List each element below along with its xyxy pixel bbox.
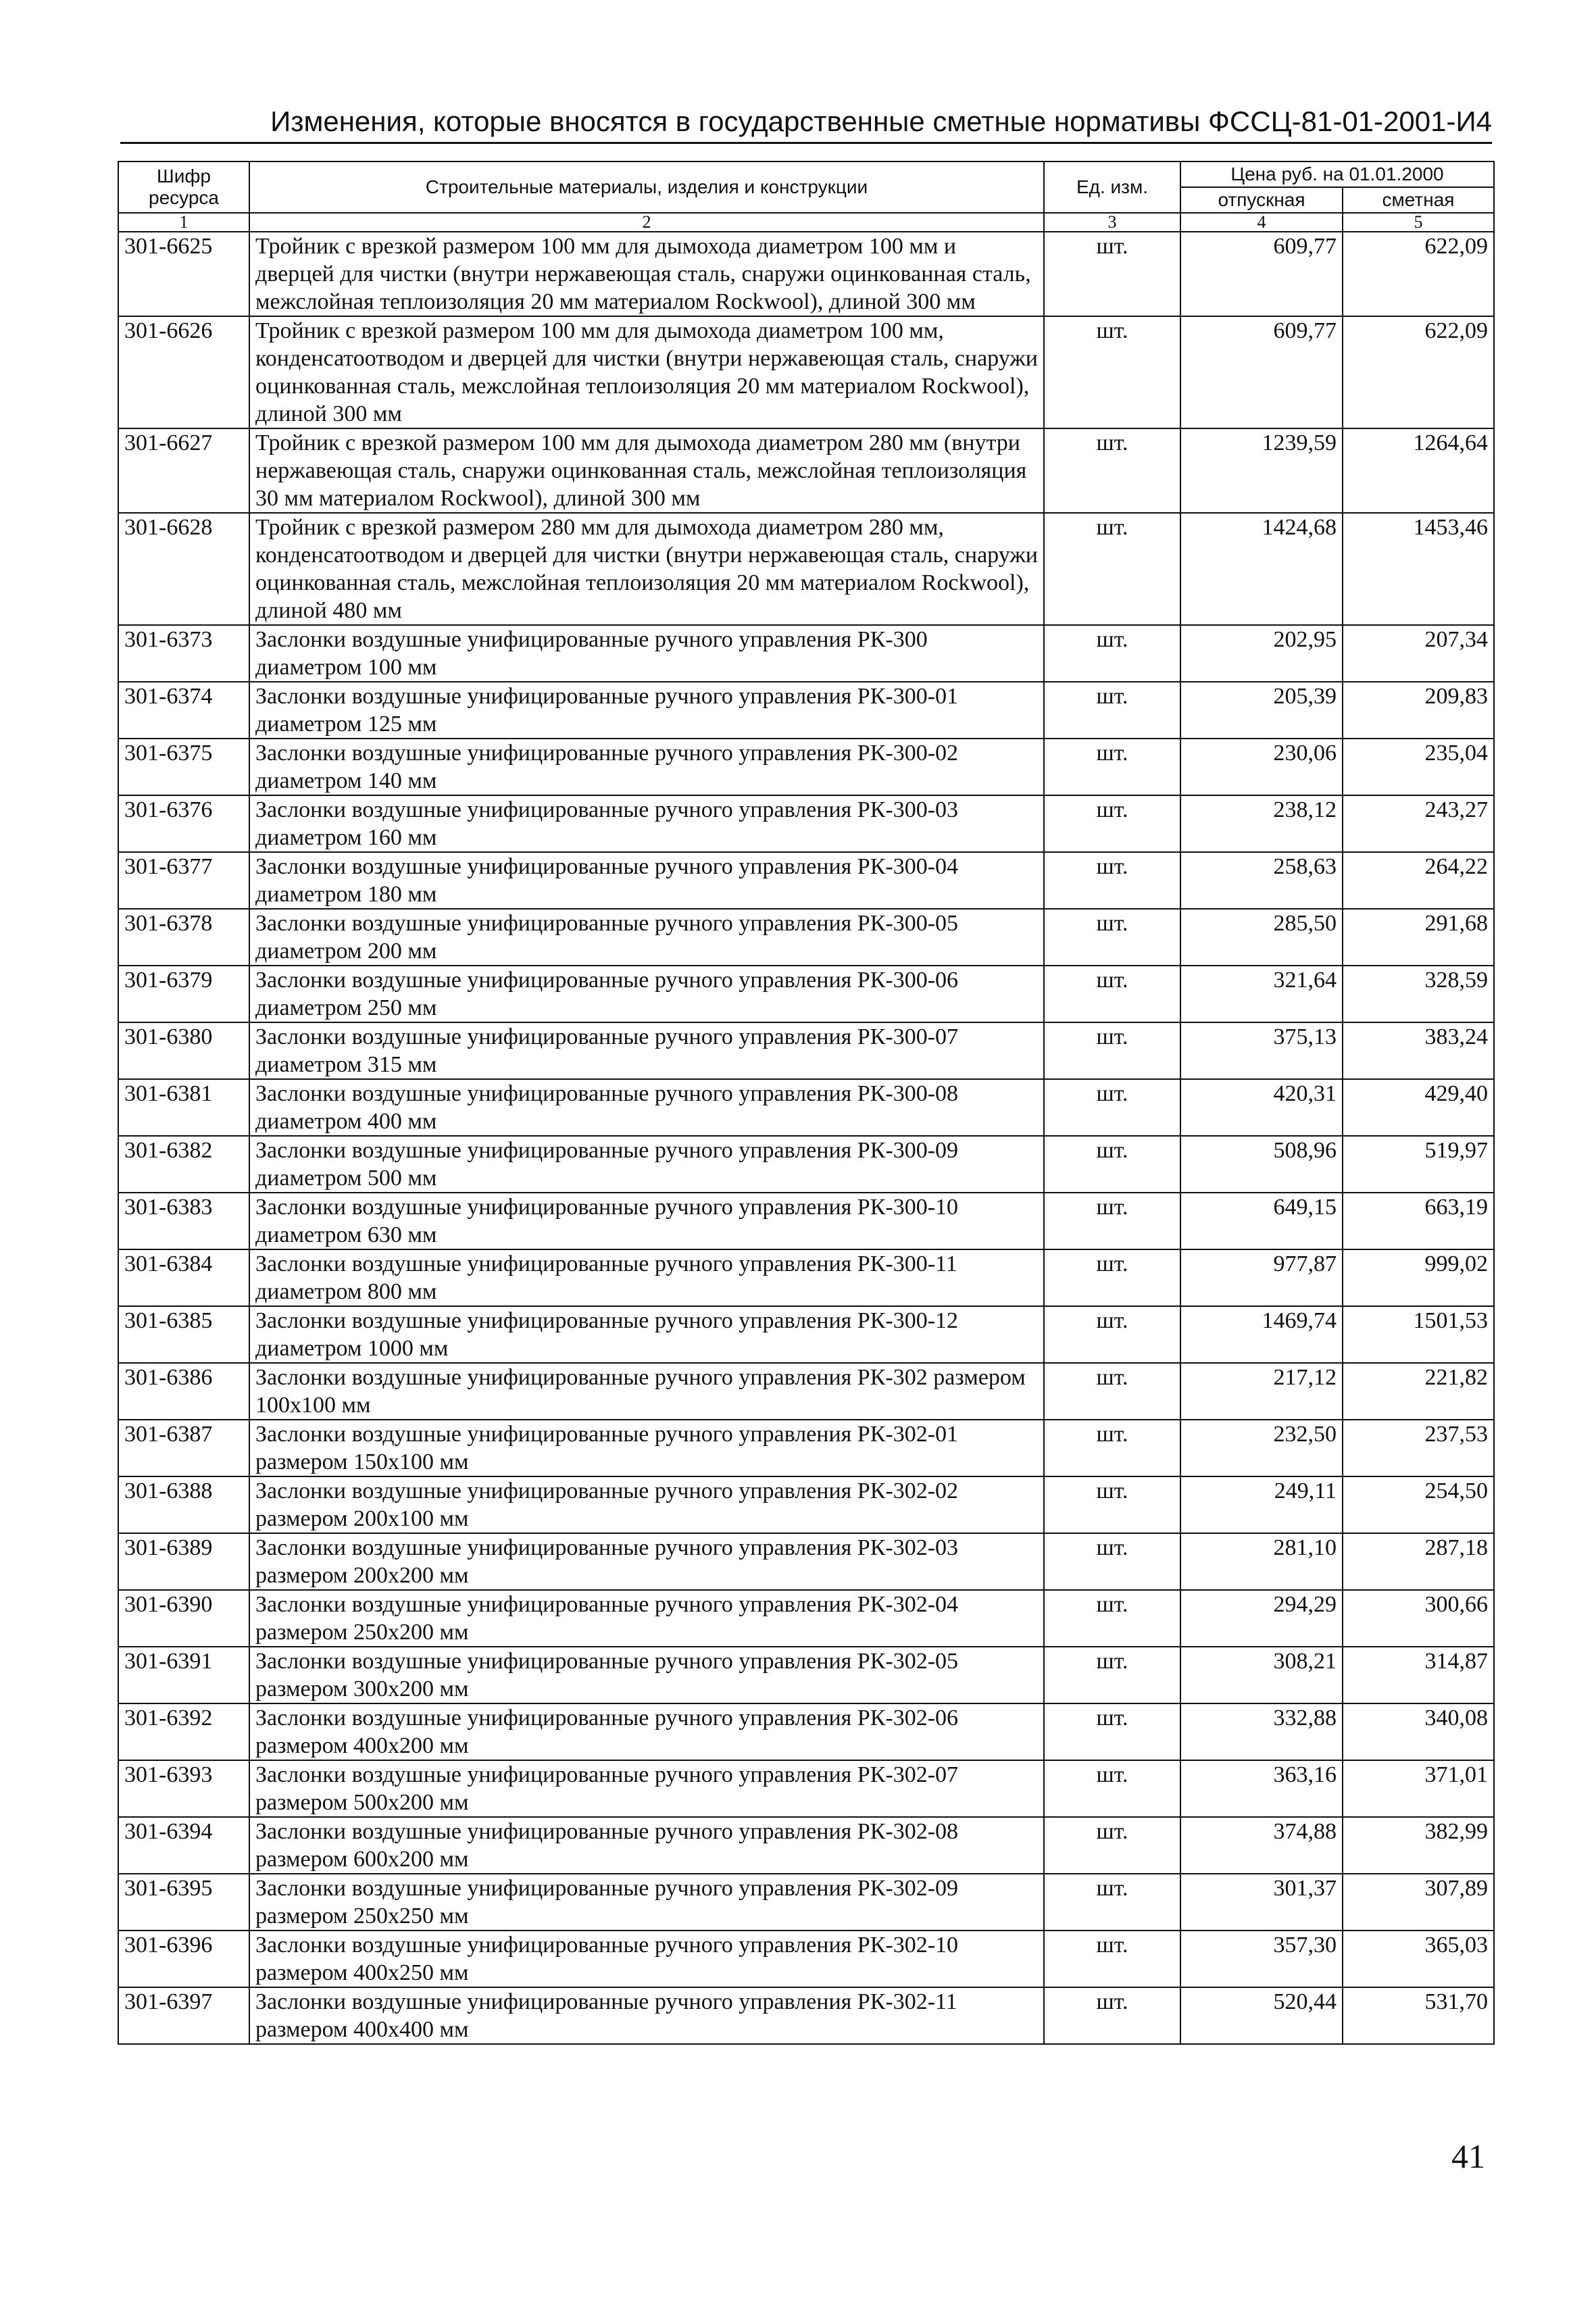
cell-name: Заслонки воздушные унифицированные ручного управления РК-300-05 диаметром 200 мм [249,909,1044,966]
table-row [118,1817,1494,1874]
cell-unit: шт. [1044,1420,1180,1476]
cell-code: 301-6390 [118,1590,249,1647]
column-number: 5 [1343,213,1494,232]
cell-unit: шт. [1044,1136,1180,1193]
table-row [118,1703,1494,1760]
cell-code: 301-6384 [118,1249,249,1306]
cell-estimate-price: 622,09 [1343,232,1494,316]
table-row [118,1931,1494,1987]
cell-code: 301-6625 [118,232,249,316]
column-header-name: Строительные материалы, изделия и конструкции [249,161,1044,213]
cell-release-price: 308,21 [1180,1647,1343,1703]
cell-code: 301-6388 [118,1476,249,1533]
cell-code: 301-6377 [118,852,249,909]
cell-code: 301-6381 [118,1079,249,1136]
table-row [118,1590,1494,1647]
cell-estimate-price: 287,18 [1343,1533,1494,1590]
cell-unit: шт. [1044,316,1180,428]
cell-unit: шт. [1044,1817,1180,1874]
cell-code: 301-6627 [118,428,249,513]
cell-release-price: 609,77 [1180,316,1343,428]
cell-unit: шт. [1044,852,1180,909]
cell-unit: шт. [1044,428,1180,513]
cell-unit: шт. [1044,1193,1180,1249]
cell-unit: шт. [1044,682,1180,739]
cell-name: Заслонки воздушные унифицированные ручного управления РК-300-03 диаметром 160 мм [249,795,1044,852]
cell-estimate-price: 1453,46 [1343,513,1494,625]
cell-code: 301-6628 [118,513,249,625]
cell-name: Тройник с врезкой размером 100 мм для дымохода диаметром 100 мм, конденсатоотводом и дверцей для чистки (внутри нержавеющая сталь, снаружи оцинкованная сталь, межслойная теплоизоляция 20 мм материалом Rockwool), длиной 300 мм [249,316,1044,428]
cell-release-price: 374,88 [1180,1817,1343,1874]
cell-release-price: 609,77 [1180,232,1343,316]
cell-code: 301-6394 [118,1817,249,1874]
cell-code: 301-6387 [118,1420,249,1476]
cell-release-price: 357,30 [1180,1931,1343,1987]
cell-unit: шт. [1044,1931,1180,1987]
table-row [118,1760,1494,1817]
cell-release-price: 1424,68 [1180,513,1343,625]
cell-name: Заслонки воздушные унифицированные ручного управления РК-302-06 размером 400х200 мм [249,1703,1044,1760]
cell-code: 301-6383 [118,1193,249,1249]
table-row [118,1079,1494,1136]
cell-code: 301-6373 [118,625,249,682]
cell-release-price: 649,15 [1180,1193,1343,1249]
cell-estimate-price: 221,82 [1343,1363,1494,1420]
cell-unit: шт. [1044,795,1180,852]
cell-name: Заслонки воздушные унифицированные ручного управления РК-300-09 диаметром 500 мм [249,1136,1044,1193]
table-row [118,1022,1494,1079]
cell-estimate-price: 999,02 [1343,1249,1494,1306]
cell-unit: шт. [1044,966,1180,1022]
cell-release-price: 202,95 [1180,625,1343,682]
cell-unit: шт. [1044,232,1180,316]
table-row [118,316,1494,428]
cell-release-price: 301,37 [1180,1874,1343,1931]
cell-unit: шт. [1044,1022,1180,1079]
cell-estimate-price: 531,70 [1343,1987,1494,2044]
cell-release-price: 258,63 [1180,852,1343,909]
table-row [118,739,1494,795]
cell-code: 301-6626 [118,316,249,428]
column-header-estimate-price: сметная [1343,187,1494,213]
table-row [118,232,1494,316]
cell-unit: шт. [1044,513,1180,625]
cell-unit: шт. [1044,739,1180,795]
cell-name: Заслонки воздушные унифицированные ручного управления РК-300-07 диаметром 315 мм [249,1022,1044,1079]
table-row [118,1193,1494,1249]
cell-code: 301-6385 [118,1306,249,1363]
column-number-row [118,213,1494,232]
cell-name: Заслонки воздушные унифицированные ручного управления РК-302-03 размером 200х200 мм [249,1533,1044,1590]
cell-name: Заслонки воздушные унифицированные ручного управления РК-302-04 размером 250х200 мм [249,1590,1044,1647]
table-row [118,1363,1494,1420]
cell-code: 301-6382 [118,1136,249,1193]
table-row [118,1533,1494,1590]
cell-estimate-price: 307,89 [1343,1874,1494,1931]
cell-release-price: 281,10 [1180,1533,1343,1590]
cell-code: 301-6386 [118,1363,249,1420]
cell-estimate-price: 663,19 [1343,1193,1494,1249]
cell-code: 301-6379 [118,966,249,1022]
cell-name: Тройник с врезкой размером 280 мм для дымохода диаметром 280 мм, конденсатоотводом и дверцей для чистки (внутри нержавеющая сталь, снаружи оцинкованная сталь, межслойная теплоизоляция 20 мм материалом Rockwool), длиной 480 мм [249,513,1044,625]
cell-release-price: 321,64 [1180,966,1343,1022]
cell-unit: шт. [1044,1533,1180,1590]
cell-name: Заслонки воздушные унифицированные ручного управления РК-302-05 размером 300х200 мм [249,1647,1044,1703]
cell-name: Заслонки воздушные унифицированные ручного управления РК-300-06 диаметром 250 мм [249,966,1044,1022]
cell-unit: шт. [1044,1363,1180,1420]
cell-estimate-price: 429,40 [1343,1079,1494,1136]
cell-name: Заслонки воздушные унифицированные ручного управления РК-300-10 диаметром 630 мм [249,1193,1044,1249]
cell-code: 301-6380 [118,1022,249,1079]
cell-estimate-price: 235,04 [1343,739,1494,795]
cell-name: Заслонки воздушные унифицированные ручного управления РК-302-09 размером 250х250 мм [249,1874,1044,1931]
cell-unit: шт. [1044,909,1180,966]
cell-estimate-price: 371,01 [1343,1760,1494,1817]
cell-name: Заслонки воздушные унифицированные ручного управления РК-300-08 диаметром 400 мм [249,1079,1044,1136]
cell-estimate-price: 300,66 [1343,1590,1494,1647]
cell-estimate-price: 237,53 [1343,1420,1494,1476]
cell-release-price: 205,39 [1180,682,1343,739]
cell-estimate-price: 622,09 [1343,316,1494,428]
cell-name: Заслонки воздушные унифицированные ручного управления РК-302-07 размером 500х200 мм [249,1760,1044,1817]
cell-unit: шт. [1044,1079,1180,1136]
cell-code: 301-6397 [118,1987,249,2044]
cell-code: 301-6376 [118,795,249,852]
cell-release-price: 249,11 [1180,1476,1343,1533]
column-number: 1 [118,213,249,232]
cell-release-price: 1469,74 [1180,1306,1343,1363]
document-title: Изменения, которые вносятся в государственные сметные нормативы ФССЦ-81-01-2001-И4 [270,105,1492,137]
cell-name: Заслонки воздушные унифицированные ручного управления РК-300-04 диаметром 180 мм [249,852,1044,909]
column-header-code: Шифр ресурса [118,161,249,213]
table-row [118,1306,1494,1363]
cell-release-price: 230,06 [1180,739,1343,795]
cell-release-price: 375,13 [1180,1022,1343,1079]
cell-release-price: 977,87 [1180,1249,1343,1306]
cell-release-price: 232,50 [1180,1420,1343,1476]
cell-estimate-price: 243,27 [1343,795,1494,852]
cell-code: 301-6393 [118,1760,249,1817]
table-row [118,682,1494,739]
cell-release-price: 420,31 [1180,1079,1343,1136]
column-header-price-group: Цена руб. на 01.01.2000 [1180,161,1494,187]
cell-estimate-price: 1501,53 [1343,1306,1494,1363]
cell-estimate-price: 382,99 [1343,1817,1494,1874]
cell-release-price: 1239,59 [1180,428,1343,513]
resource-price-table [118,161,1495,2045]
cell-estimate-price: 291,68 [1343,909,1494,966]
cell-code: 301-6378 [118,909,249,966]
cell-release-price: 238,12 [1180,795,1343,852]
cell-unit: шт. [1044,1590,1180,1647]
cell-unit: шт. [1044,1760,1180,1817]
cell-name: Заслонки воздушные унифицированные ручного управления РК-302 размером 100х100 мм [249,1363,1044,1420]
cell-release-price: 508,96 [1180,1136,1343,1193]
cell-name: Заслонки воздушные унифицированные ручного управления РК-302-02 размером 200х100 мм [249,1476,1044,1533]
cell-code: 301-6375 [118,739,249,795]
cell-estimate-price: 1264,64 [1343,428,1494,513]
cell-release-price: 520,44 [1180,1987,1343,2044]
cell-name: Заслонки воздушные унифицированные ручного управления РК-300 диаметром 100 мм [249,625,1044,682]
table-row [118,513,1494,625]
cell-name: Тройник с врезкой размером 100 мм для дымохода диаметром 280 мм (внутри нержавеющая сталь, снаружи оцинкованная сталь, межслойная теплоизоляция 30 мм материалом Rockwool), длиной 300 мм [249,428,1044,513]
table-row [118,909,1494,966]
cell-name: Заслонки воздушные унифицированные ручного управления РК-300-12 диаметром 1000 мм [249,1306,1044,1363]
cell-name: Заслонки воздушные унифицированные ручного управления РК-300-02 диаметром 140 мм [249,739,1044,795]
page-header [120,100,1492,144]
table-row [118,1987,1494,2044]
column-number: 4 [1180,213,1343,232]
page-number: 41 [1451,2137,1485,2175]
table-row [118,795,1494,852]
cell-code: 301-6391 [118,1647,249,1703]
table-header-row [118,161,1494,187]
cell-code: 301-6396 [118,1931,249,1987]
cell-name: Тройник с врезкой размером 100 мм для дымохода диаметром 100 мм и дверцей для чистки (внутри нержавеющая сталь, снаружи оцинкованная сталь, межслойная теплоизоляция 20 мм материалом Rockwool), длиной 300 мм [249,232,1044,316]
cell-release-price: 285,50 [1180,909,1343,966]
cell-name: Заслонки воздушные унифицированные ручного управления РК-300-11 диаметром 800 мм [249,1249,1044,1306]
cell-estimate-price: 340,08 [1343,1703,1494,1760]
table-row [118,1420,1494,1476]
cell-estimate-price: 207,34 [1343,625,1494,682]
cell-release-price: 363,16 [1180,1760,1343,1817]
cell-unit: шт. [1044,1987,1180,2044]
table-row [118,1476,1494,1533]
column-header-release-price: отпускная [1180,187,1343,213]
cell-name: Заслонки воздушные унифицированные ручного управления РК-302-01 размером 150х100 мм [249,1420,1044,1476]
table-row [118,1249,1494,1306]
cell-estimate-price: 209,83 [1343,682,1494,739]
cell-name: Заслонки воздушные унифицированные ручного управления РК-302-10 размером 400х250 мм [249,1931,1044,1987]
table-row [118,852,1494,909]
cell-estimate-price: 254,50 [1343,1476,1494,1533]
cell-estimate-price: 264,22 [1343,852,1494,909]
cell-unit: шт. [1044,1874,1180,1931]
column-number: 3 [1044,213,1180,232]
table-row [118,1136,1494,1193]
cell-unit: шт. [1044,1306,1180,1363]
cell-name: Заслонки воздушные унифицированные ручного управления РК-302-08 размером 600х200 мм [249,1817,1044,1874]
cell-estimate-price: 519,97 [1343,1136,1494,1193]
column-header-unit: Ед. изм. [1044,161,1180,213]
table-body [118,232,1494,2044]
table-row [118,1647,1494,1703]
cell-estimate-price: 383,24 [1343,1022,1494,1079]
cell-unit: шт. [1044,1249,1180,1306]
cell-code: 301-6395 [118,1874,249,1931]
table-row [118,625,1494,682]
cell-name: Заслонки воздушные унифицированные ручного управления РК-302-11 размером 400х400 мм [249,1987,1044,2044]
cell-code: 301-6392 [118,1703,249,1760]
column-number: 2 [249,213,1044,232]
cell-unit: шт. [1044,1476,1180,1533]
cell-name: Заслонки воздушные унифицированные ручного управления РК-300-01 диаметром 125 мм [249,682,1044,739]
cell-estimate-price: 314,87 [1343,1647,1494,1703]
cell-unit: шт. [1044,1647,1180,1703]
cell-code: 301-6389 [118,1533,249,1590]
cell-release-price: 294,29 [1180,1590,1343,1647]
cell-release-price: 332,88 [1180,1703,1343,1760]
table-row [118,428,1494,513]
cell-unit: шт. [1044,625,1180,682]
table-row [118,1874,1494,1931]
cell-release-price: 217,12 [1180,1363,1343,1420]
table-row [118,966,1494,1022]
cell-estimate-price: 328,59 [1343,966,1494,1022]
cell-estimate-price: 365,03 [1343,1931,1494,1987]
cell-unit: шт. [1044,1703,1180,1760]
cell-code: 301-6374 [118,682,249,739]
